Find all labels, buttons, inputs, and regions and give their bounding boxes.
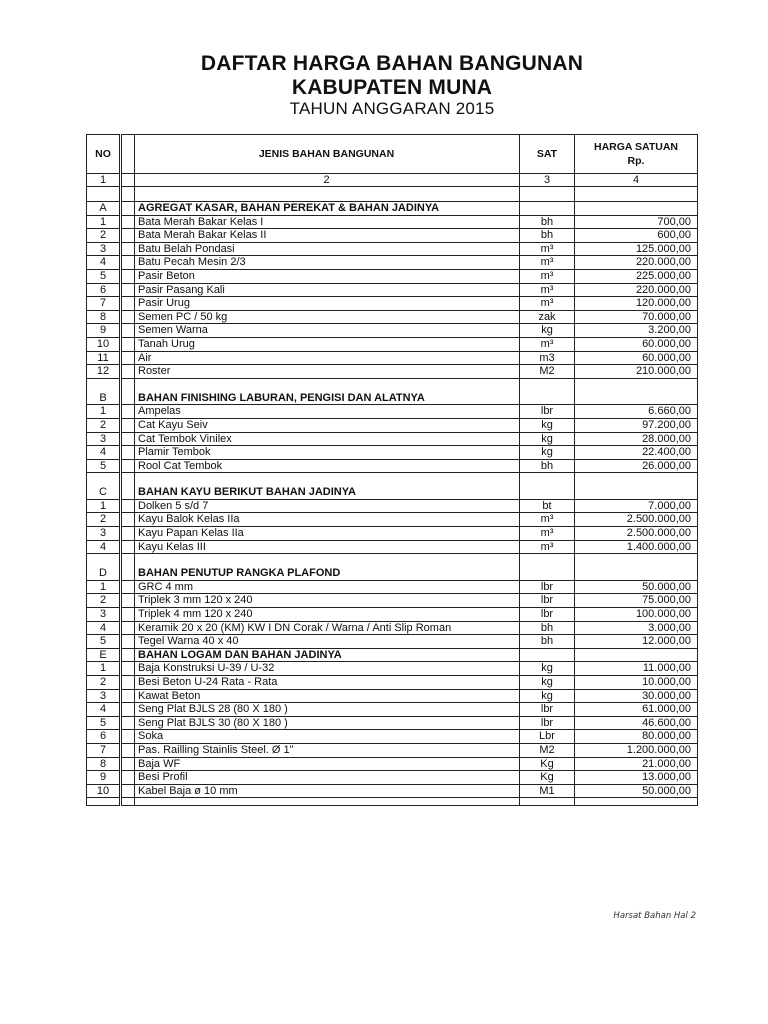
item-unit: M1 [520,784,575,798]
item-no: 5 [87,269,121,283]
table-row [87,365,698,379]
item-no: 4 [87,540,121,554]
item-no: 1 [87,499,121,513]
table-row [87,662,698,676]
item-unit: bt [520,499,575,513]
item-no: 12 [87,365,121,379]
spacer-row [87,187,698,202]
item-name: Triplek 3 mm 120 x 240 [135,594,520,608]
section-title: BAHAN LOGAM DAN BAHAN JADINYA [135,648,520,662]
item-name: Kayu Papan Kelas IIa [135,527,520,541]
doc-title: DAFTAR HARGA BAHAN BANGUNAN [200,52,584,75]
item-price: 100.000,00 [575,608,698,622]
item-name: Air [135,351,520,365]
item-unit: lbr [520,703,575,717]
item-name: Pas. Railling Stainlis Steel. Ø 1" [135,743,520,757]
price-table [86,134,698,806]
item-no: 2 [87,229,121,243]
item-price: 26.000,00 [575,459,698,473]
header-sat: SAT [520,135,575,174]
item-price: 28.000,00 [575,432,698,446]
table-row [87,297,698,311]
item-unit: m³ [520,269,575,283]
section-code: B [87,392,121,405]
table-row [87,215,698,229]
item-unit: kg [520,324,575,338]
item-no: 9 [87,324,121,338]
item-price: 70.000,00 [575,310,698,324]
item-price: 10.000,00 [575,676,698,690]
section-title: BAHAN PENUTUP RANGKA PLAFOND [135,567,520,580]
item-no: 5 [87,459,121,473]
item-no: 3 [87,242,121,256]
item-no: 6 [87,283,121,297]
item-price: 75.000,00 [575,594,698,608]
item-no: 4 [87,621,121,635]
col-num-3: 3 [520,174,575,187]
item-name: Pasir Urug [135,297,520,311]
item-name: Cat Tembok Vinilex [135,432,520,446]
table-row [87,513,698,527]
item-no: 7 [87,297,121,311]
item-no: 3 [87,608,121,622]
item-unit: lbr [520,594,575,608]
item-no: 1 [87,405,121,419]
item-unit: bh [520,215,575,229]
item-price: 50.000,00 [575,580,698,594]
item-no: 1 [87,662,121,676]
table-end-row [87,798,698,806]
item-no: 4 [87,256,121,270]
item-no: 9 [87,771,121,785]
table-row [87,310,698,324]
table-row [87,405,698,419]
item-no: 5 [87,716,121,730]
table-row [87,527,698,541]
item-unit: m³ [520,540,575,554]
item-price: 22.400,00 [575,446,698,460]
item-price: 210.000,00 [575,365,698,379]
item-price: 1.400.000,00 [575,540,698,554]
item-price: 30.000,00 [575,689,698,703]
item-unit: m³ [520,283,575,297]
blank-row [87,473,698,487]
item-name: Tanah Urug [135,337,520,351]
item-name: Semen PC / 50 kg [135,310,520,324]
item-name: Soka [135,730,520,744]
item-price: 600,00 [575,229,698,243]
item-no: 3 [87,689,121,703]
item-name: Roster [135,365,520,379]
item-name: GRC 4 mm [135,580,520,594]
section-row [87,567,698,580]
item-name: Pasir Pasang Kali [135,283,520,297]
col-num-2: 2 [135,174,520,187]
table-row [87,540,698,554]
item-price: 225.000,00 [575,269,698,283]
item-name: Baja Konstruksi U-39 / U-32 [135,662,520,676]
item-unit: m³ [520,256,575,270]
item-no: 10 [87,337,121,351]
section-title: BAHAN FINISHING LABURAN, PENGISI DAN ALATNYA [135,392,520,405]
table-row [87,757,698,771]
item-unit: kg [520,418,575,432]
item-no: 4 [87,703,121,717]
item-name: Rool Cat Tembok [135,459,520,473]
item-name: Cat Kayu Seiv [135,418,520,432]
item-no: 7 [87,743,121,757]
table-row [87,635,698,649]
item-name: Triplek 4 mm 120 x 240 [135,608,520,622]
table-row [87,324,698,338]
table-row [87,703,698,717]
section-row [87,392,698,405]
item-price: 1.200.000,00 [575,743,698,757]
table-row [87,608,698,622]
table-row [87,432,698,446]
item-price: 700,00 [575,215,698,229]
table-row [87,730,698,744]
item-no: 2 [87,513,121,527]
table-row [87,242,698,256]
item-price: 2.500.000,00 [575,513,698,527]
item-unit: kg [520,446,575,460]
table-row [87,283,698,297]
item-unit: bh [520,621,575,635]
item-price: 3.000,00 [575,621,698,635]
table-row [87,784,698,798]
item-price: 97.200,00 [575,418,698,432]
table-row [87,446,698,460]
header-harga-line1: HARGA SATUAN [594,141,678,153]
table-row [87,337,698,351]
doc-year: TAHUN ANGGARAN 2015 [289,99,495,118]
item-price: 12.000,00 [575,635,698,649]
section-code: A [87,202,121,216]
item-name: Bata Merah Bakar Kelas I [135,215,520,229]
table-row [87,621,698,635]
item-price: 120.000,00 [575,297,698,311]
section-code: D [87,567,121,580]
item-unit: bh [520,229,575,243]
item-unit: m³ [520,527,575,541]
item-name: Besi Profil [135,771,520,785]
page-footer: Harsat Bahan Hal 2 [613,911,696,921]
item-unit: m³ [520,337,575,351]
item-price: 60.000,00 [575,351,698,365]
table-row [87,743,698,757]
table-row [87,351,698,365]
item-price: 13.000,00 [575,771,698,785]
header-harga [575,135,698,174]
item-price: 2.500.000,00 [575,527,698,541]
item-name: Kabel Baja ø 10 mm [135,784,520,798]
item-price: 61.000,00 [575,703,698,717]
item-name: Batu Pecah Mesin 2/3 [135,256,520,270]
item-unit: bh [520,459,575,473]
item-unit: zak [520,310,575,324]
item-price: 80.000,00 [575,730,698,744]
item-name: Batu Belah Pondasi [135,242,520,256]
table-row [87,459,698,473]
item-name: Ampelas [135,405,520,419]
item-no: 2 [87,418,121,432]
col-num-1: 1 [87,174,121,187]
section-row [87,648,698,662]
section-code: E [87,648,121,662]
col-num-4: 4 [575,174,698,187]
item-name: Baja WF [135,757,520,771]
item-name: Bata Merah Bakar Kelas II [135,229,520,243]
header-row [87,135,698,174]
item-unit: lbr [520,716,575,730]
table-row [87,771,698,785]
item-name: Seng Plat BJLS 28 (80 X 180 ) [135,703,520,717]
item-no: 3 [87,432,121,446]
item-unit: M2 [520,365,575,379]
item-name: Kayu Kelas III [135,540,520,554]
item-unit: m³ [520,297,575,311]
item-no: 6 [87,730,121,744]
item-price: 46.600,00 [575,716,698,730]
item-unit: kg [520,662,575,676]
table-row [87,418,698,432]
section-code: C [87,486,121,499]
item-price: 21.000,00 [575,757,698,771]
item-name: Dolken 5 s/d 7 [135,499,520,513]
item-name: Keramik 20 x 20 (KM) KW I DN Corak / Warna / Anti Slip Roman [135,621,520,635]
item-no: 8 [87,310,121,324]
item-price: 220.000,00 [575,283,698,297]
item-name: Pasir Beton [135,269,520,283]
item-unit: lbr [520,405,575,419]
table-row [87,689,698,703]
item-no: 4 [87,446,121,460]
item-unit: lbr [520,608,575,622]
item-price: 50.000,00 [575,784,698,798]
item-price: 60.000,00 [575,337,698,351]
column-number-row [87,174,698,187]
item-unit: m³ [520,513,575,527]
item-unit: m³ [520,242,575,256]
table-row [87,580,698,594]
item-unit: kg [520,689,575,703]
blank-row [87,554,698,568]
item-unit: lbr [520,580,575,594]
table-row [87,499,698,513]
header-no: NO [87,135,121,174]
item-no: 1 [87,580,121,594]
section-title: BAHAN KAYU BERIKUT BAHAN JADINYA [135,486,520,499]
item-no: 3 [87,527,121,541]
item-unit: Kg [520,771,575,785]
item-no: 10 [87,784,121,798]
item-price: 3.200,00 [575,324,698,338]
doc-subtitle: KABUPATEN MUNA [291,76,493,99]
item-name: Seng Plat BJLS 30 (80 X 180 ) [135,716,520,730]
item-price: 11.000,00 [575,662,698,676]
table-row [87,716,698,730]
item-unit: Kg [520,757,575,771]
item-no: 2 [87,676,121,690]
table-row [87,676,698,690]
item-name: Kayu Balok Kelas IIa [135,513,520,527]
item-no: 8 [87,757,121,771]
section-row [87,202,698,216]
item-unit: Lbr [520,730,575,744]
item-price: 7.000,00 [575,499,698,513]
table-row [87,229,698,243]
section-row [87,486,698,499]
table-row [87,594,698,608]
section-title: AGREGAT KASAR, BAHAN PEREKAT & BAHAN JADINYA [135,202,520,216]
header-jenis: JENIS BAHAN BANGUNAN [135,135,520,174]
item-price: 6.660,00 [575,405,698,419]
item-name: Plamir Tembok [135,446,520,460]
header-harga-line2: Rp. [627,155,645,167]
table-row [87,256,698,270]
item-no: 1 [87,215,121,229]
item-unit: bh [520,635,575,649]
blank-row [87,378,698,392]
item-price: 125.000,00 [575,242,698,256]
item-name: Besi Beton U-24 Rata - Rata [135,676,520,690]
item-unit: m3 [520,351,575,365]
item-price: 220.000,00 [575,256,698,270]
item-no: 5 [87,635,121,649]
item-unit: kg [520,432,575,446]
item-no: 11 [87,351,121,365]
item-name: Semen Warna [135,324,520,338]
item-no: 2 [87,594,121,608]
item-name: Kawat Beton [135,689,520,703]
table-row [87,269,698,283]
item-unit: kg [520,676,575,690]
item-name: Tegel Warna 40 x 40 [135,635,520,649]
item-unit: M2 [520,743,575,757]
